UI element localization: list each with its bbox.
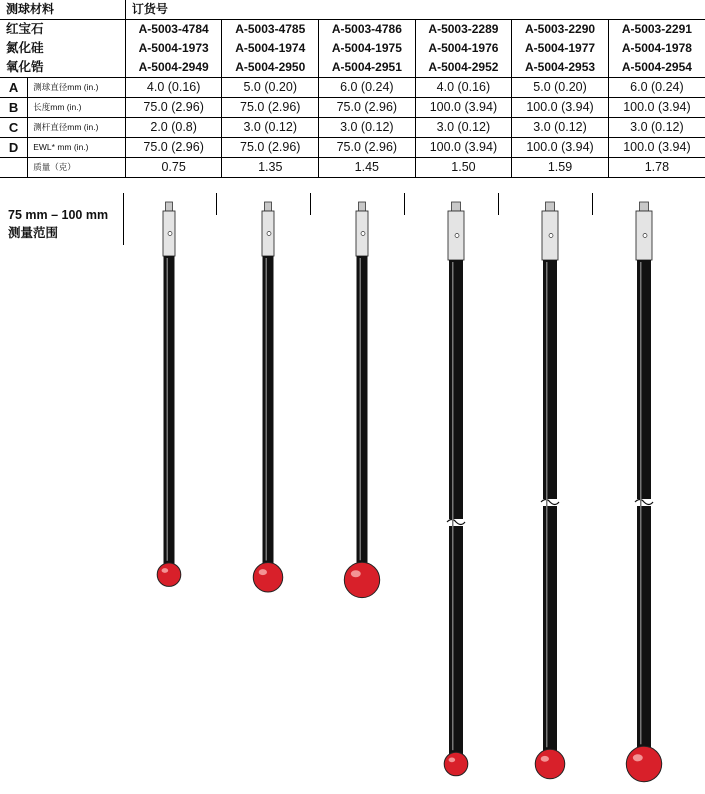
stem-highlight (266, 258, 268, 561)
collar-hole (455, 234, 459, 238)
mass-value: 1.59 (512, 158, 609, 178)
mass-value: 1.78 (608, 158, 705, 178)
ball-highlight (633, 754, 643, 761)
ruby-ball (253, 563, 283, 593)
ruby-ball (157, 563, 181, 587)
property-value: 4.0 (0.16) (415, 78, 512, 98)
measuring-range-caption: 测量范围 (8, 226, 59, 240)
collar-hole (168, 232, 172, 236)
part-number: A-5004-1974 (222, 39, 319, 58)
property-label: 长度mm (in.) (28, 98, 126, 118)
property-value: 75.0 (2.96) (125, 138, 222, 158)
collar-hole (643, 234, 647, 238)
stem-highlight (167, 258, 169, 561)
property-value: 4.0 (0.16) (125, 78, 222, 98)
property-value: 75.0 (2.96) (222, 98, 319, 118)
material-title: 测球材料 (6, 2, 55, 16)
property-letter: C (0, 118, 28, 138)
ball-highlight (351, 570, 361, 577)
property-value: 2.0 (0.8) (125, 118, 222, 138)
part-number: A-5004-2950 (222, 58, 319, 78)
property-value: 6.0 (0.24) (319, 78, 416, 98)
part-number: A-5003-2289 (415, 20, 512, 40)
part-number: A-5004-2953 (512, 58, 609, 78)
property-value: 6.0 (0.24) (608, 78, 705, 98)
material-silicon-nitride: 氮化硅 (6, 41, 44, 55)
stem-upper (449, 260, 463, 519)
collar-hole (267, 232, 271, 236)
property-value: 5.0 (0.20) (512, 78, 609, 98)
mass-value: 0.75 (125, 158, 222, 178)
property-value: 5.0 (0.20) (222, 78, 319, 98)
stem (357, 256, 368, 564)
property-value: 100.0 (3.94) (415, 98, 512, 118)
property-value: 75.0 (2.96) (222, 138, 319, 158)
thread-tip (166, 202, 173, 211)
property-value: 3.0 (0.12) (222, 118, 319, 138)
property-value: 3.0 (0.12) (512, 118, 609, 138)
part-number: A-5003-2290 (512, 20, 609, 40)
stem-upper (637, 260, 651, 499)
part-number: A-5004-2949 (125, 58, 222, 78)
mass-label: 质量（克） (28, 158, 126, 178)
property-value: 100.0 (3.94) (512, 138, 609, 158)
property-value: 75.0 (2.96) (319, 138, 416, 158)
part-number: A-5003-4786 (319, 20, 416, 40)
ball-highlight (162, 568, 169, 573)
shaft-break-mark (635, 500, 653, 505)
property-value: 3.0 (0.12) (608, 118, 705, 138)
property-value: 3.0 (0.12) (415, 118, 512, 138)
measuring-range-value: 75 mm – 100 mm (8, 208, 109, 222)
part-number: A-5004-1978 (608, 39, 705, 58)
order-number-title: 订货号 (125, 0, 705, 20)
material-zirconia: 氧化锆 (6, 60, 44, 74)
material-ruby: 红宝石 (6, 22, 44, 36)
part-number: A-5003-4784 (125, 20, 222, 40)
part-number: A-5004-1977 (512, 39, 609, 58)
stem-upper (543, 260, 557, 499)
ball-highlight (259, 569, 267, 575)
stem-lower (449, 526, 463, 754)
property-letter: A (0, 78, 28, 98)
shaft-break-mark (447, 520, 465, 525)
ball-highlight (541, 756, 549, 762)
part-number: A-5004-2954 (608, 58, 705, 78)
property-value: 75.0 (2.96) (319, 98, 416, 118)
mass-value: 1.35 (222, 158, 319, 178)
stem-highlight (546, 262, 548, 747)
part-number: A-5004-1973 (125, 39, 222, 58)
part-number: A-5003-4785 (222, 20, 319, 40)
property-letter: B (0, 98, 28, 118)
part-number: A-5004-1975 (319, 39, 416, 58)
property-value: 3.0 (0.12) (319, 118, 416, 138)
part-number: A-5004-2952 (415, 58, 512, 78)
stem (263, 256, 274, 565)
property-label: 测杆直径mm (in.) (28, 118, 126, 138)
property-value: 100.0 (3.94) (608, 138, 705, 158)
property-value: 100.0 (3.94) (608, 98, 705, 118)
collar-hole (549, 234, 553, 238)
property-letter: D (0, 138, 28, 158)
property-label: EWL* mm (in.) (28, 138, 126, 158)
stem-lower (637, 506, 651, 748)
ruby-ball (626, 746, 661, 781)
stem (164, 256, 175, 565)
thread-tip (452, 202, 461, 211)
property-label: 测球直径mm (in.) (28, 78, 126, 98)
collar-hole (361, 232, 365, 236)
stem-highlight (640, 262, 642, 744)
stem-lower (543, 506, 557, 751)
mass-value: 1.50 (415, 158, 512, 178)
property-value: 100.0 (3.94) (512, 98, 609, 118)
ruby-ball (344, 562, 379, 597)
shaft-break-mark (541, 500, 559, 505)
mass-value: 1.45 (319, 158, 416, 178)
thread-tip (546, 202, 555, 211)
property-value: 75.0 (2.96) (125, 98, 222, 118)
part-number: A-5003-2291 (608, 20, 705, 40)
ruby-ball (444, 752, 468, 776)
stem-highlight (452, 262, 454, 750)
thread-tip (265, 202, 272, 211)
part-number: A-5004-1976 (415, 39, 512, 58)
stem-highlight (360, 258, 362, 560)
thread-tip (640, 202, 649, 211)
ruby-ball (535, 749, 565, 779)
property-value: 100.0 (3.94) (415, 138, 512, 158)
thread-tip (359, 202, 366, 211)
part-number: A-5004-2951 (319, 58, 416, 78)
ball-highlight (449, 758, 456, 763)
